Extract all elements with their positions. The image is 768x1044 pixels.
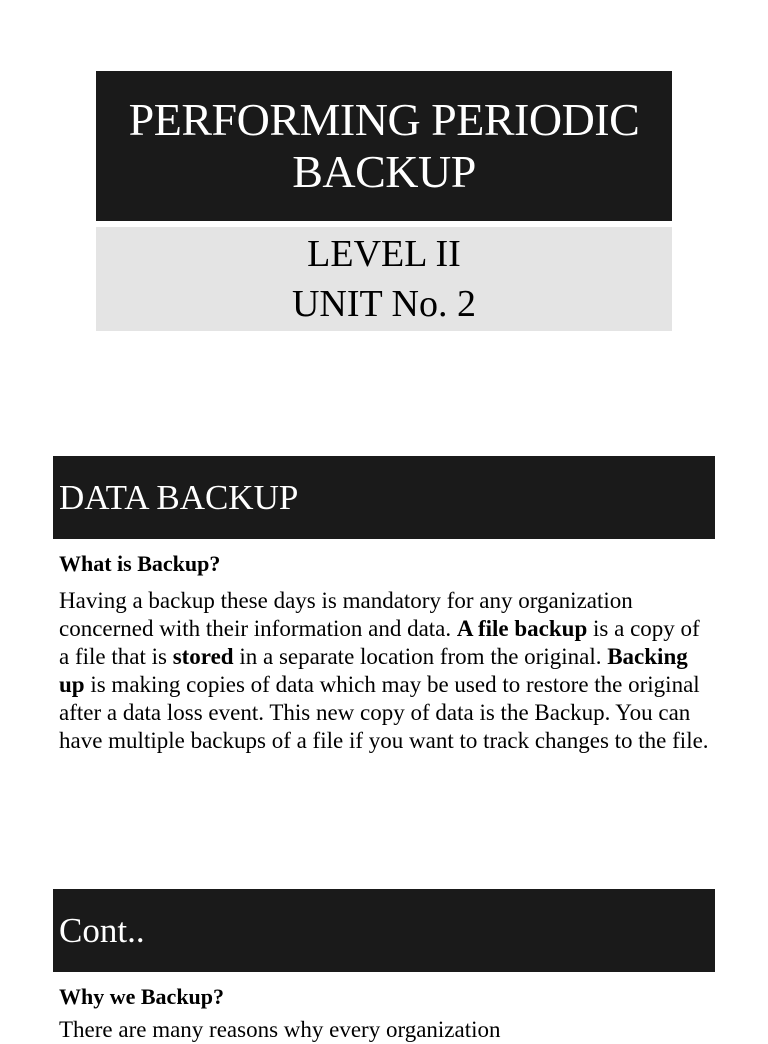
paragraph-text: in a separate location from the original. xyxy=(233,644,608,669)
partial-paragraph-line: There are many reasons why every organization xyxy=(59,1017,501,1042)
section-header-text: Cont.. xyxy=(59,910,145,950)
title-line-1: PERFORMING PERIODIC xyxy=(128,94,640,145)
subtitle-block xyxy=(96,227,672,331)
paragraph-bold-term: A file backup xyxy=(456,616,588,641)
section-header-cont xyxy=(53,889,715,972)
backup-definition-paragraph xyxy=(59,587,709,755)
paragraph-text: is making copies of data which may be used to restore the original after a data loss event. This new copy of data is the Backup. You can have multiple backups of a file if you want to track changes to the file. xyxy=(59,672,709,753)
question-what-is-backup: What is Backup? xyxy=(59,551,221,576)
title-line-2: BACKUP xyxy=(292,146,476,197)
question-why-we-backup: Why we Backup? xyxy=(59,984,225,1009)
paragraph-text: is a copy of a file that is xyxy=(59,616,700,669)
level-label: LEVEL II xyxy=(307,233,461,275)
paragraph-text: Having a backup these days is mandatory for any organization concerned with their information and data. xyxy=(59,588,633,641)
unit-label: UNIT No. 2 xyxy=(291,283,476,325)
paragraph-bold-term: Backing up xyxy=(59,644,688,697)
paragraph-bold-term: stored xyxy=(172,644,234,669)
section-header-data-backup xyxy=(53,456,715,539)
section-header-text: DATA BACKUP xyxy=(59,477,299,517)
title-block xyxy=(96,71,672,221)
